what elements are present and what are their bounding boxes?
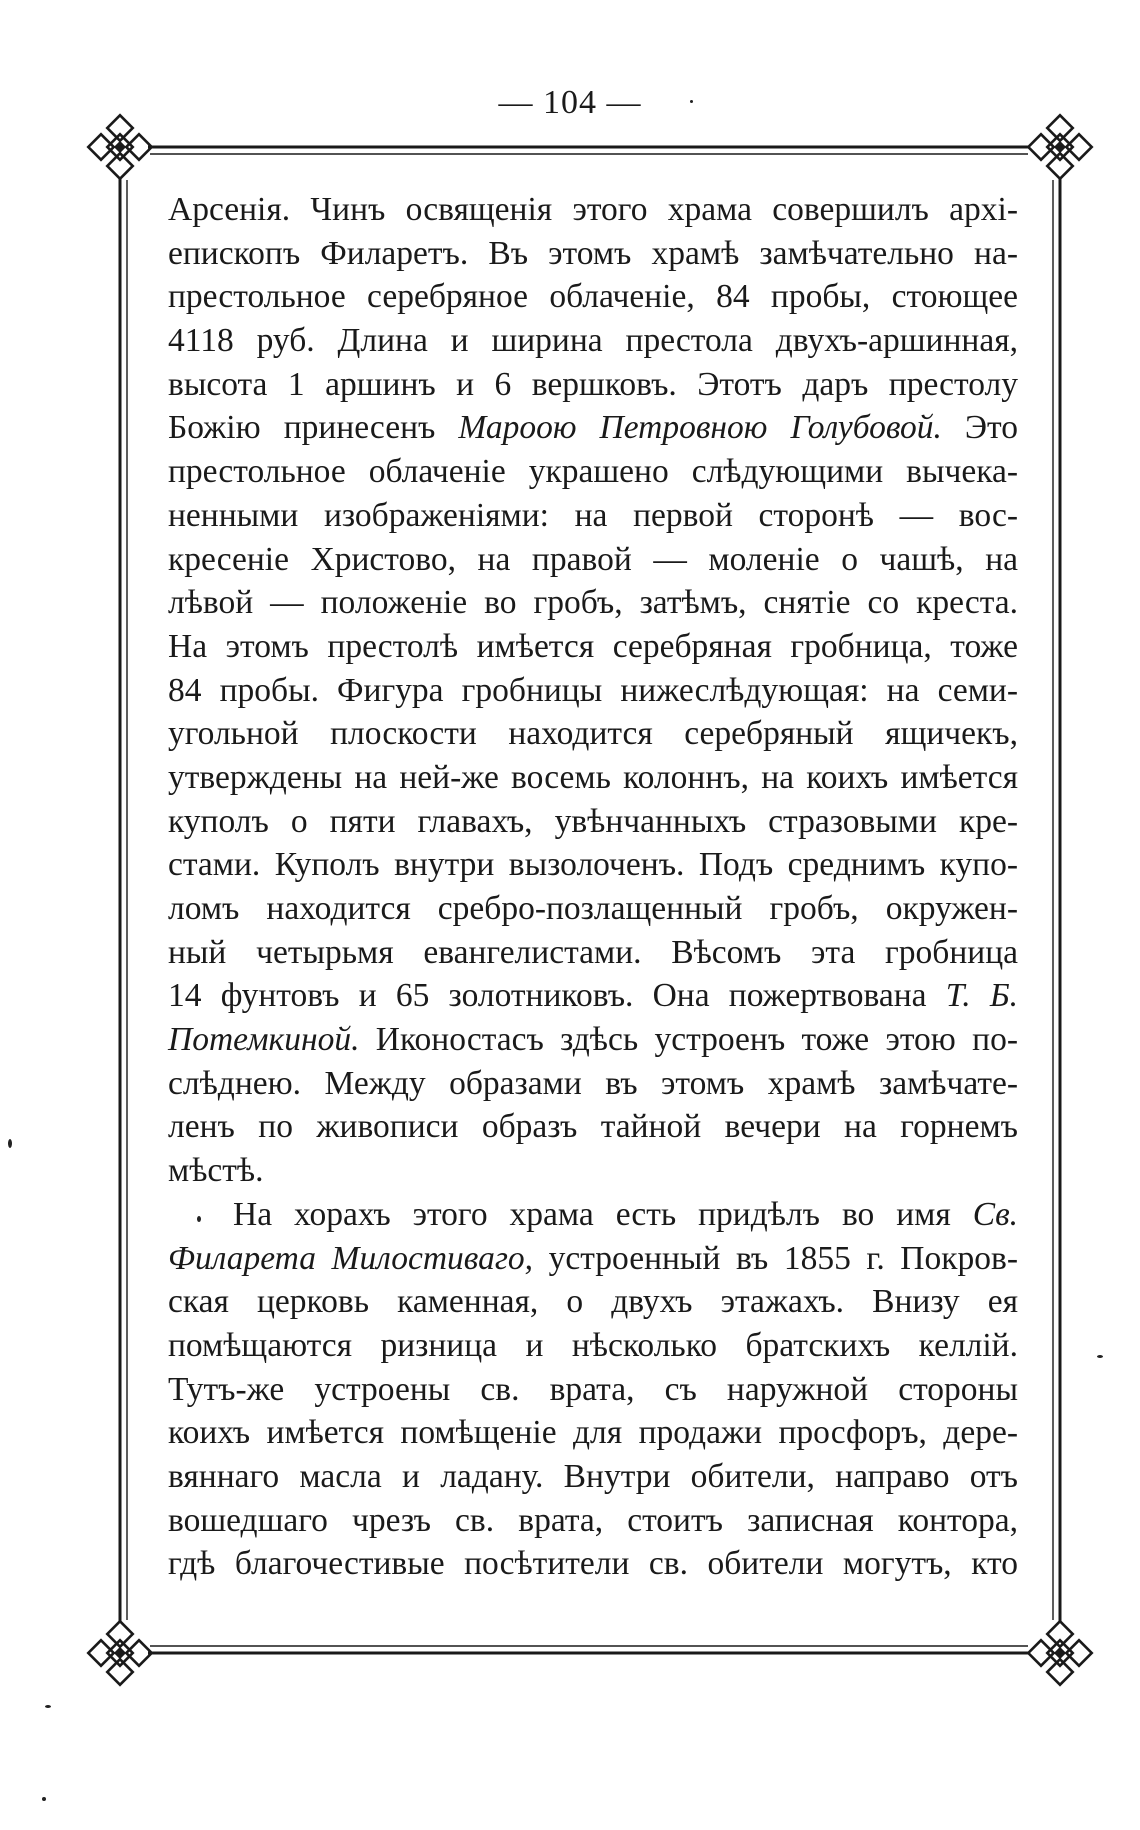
- text-segment: высота 1 аршинъ и 6 вершковъ. Этотъ даръ престолу: [168, 365, 1018, 403]
- text-segment: 84 пробы. Фигура гробницы нижеслѣдующая: на семи-: [168, 671, 1018, 709]
- text-line: [168, 1280, 1018, 1324]
- text-line: [168, 581, 1018, 625]
- scan-speck: [8, 1139, 12, 1148]
- text-line: [168, 1105, 1018, 1149]
- text-line: [168, 188, 1018, 232]
- text-line: [168, 712, 1018, 756]
- body-text: [168, 188, 1018, 1586]
- text-segment: престольное облаченіе украшено слѣдующими вычека-: [168, 453, 1018, 491]
- text-line: [168, 319, 1018, 363]
- text-segment: помѣщаются ризница и нѣсколько братскихъ келлій.: [168, 1326, 1018, 1364]
- text-segment: 4118 руб. Длина и ширина престола двухъ-аршинная,: [168, 322, 1018, 360]
- text-line: [168, 669, 1018, 713]
- italic-text: Потемкиной.: [168, 1021, 360, 1059]
- text-segment: вяннаго масла и ладану. Внутри обители, направо отъ: [168, 1457, 1018, 1495]
- text-line: [168, 974, 1018, 1018]
- text-segment: ный четырьмя евангелистами. Вѣсомъ эта гробница: [168, 933, 1018, 971]
- text-line: [168, 800, 1018, 844]
- text-line: [168, 406, 1018, 450]
- text-segment: престольное серебряное облаченіе, 84 пробы, стоющее: [168, 278, 1018, 316]
- text-segment: вошедшаго чрезъ св. врата, стоитъ записная контора,: [168, 1501, 1018, 1539]
- corner-ornament-bottom-left-icon: [88, 1621, 151, 1684]
- text-segment: кресеніе Христово, на правой — моленіе о чашѣ, на: [168, 540, 1018, 578]
- text-segment: 14 фунтовъ и 65 золотниковъ. Она пожертвована: [168, 977, 946, 1015]
- text-segment: На хорахъ этого храма есть придѣлъ во имя: [233, 1195, 973, 1233]
- text-segment: мѣстѣ.: [168, 1152, 264, 1190]
- text-segment: ненными изображеніями: на первой сторонѣ — вос-: [168, 496, 1018, 534]
- text-line: [168, 450, 1018, 494]
- text-segment: устроенный въ 1855 г. Покров-: [533, 1239, 1018, 1277]
- text-segment: куполъ о пяти главахъ, увѣнчанныхъ стразовыми кре-: [168, 802, 1018, 840]
- text-line: [168, 1542, 1018, 1586]
- page-number: — 104 —: [498, 84, 642, 121]
- text-segment: ломъ находится сребро-позлащенный гробъ, окружен-: [168, 890, 1018, 927]
- text-line: [168, 1368, 1018, 1412]
- text-line: [168, 1018, 1018, 1062]
- italic-text: Мароою Петровною Голубовой.: [458, 409, 942, 447]
- corner-ornament-top-right-icon: [1028, 115, 1091, 178]
- text-line: [168, 275, 1018, 319]
- text-segment: гдѣ благочестивые посѣтители св. обители могутъ, кто: [168, 1545, 1018, 1583]
- text-line: [168, 756, 1018, 800]
- scan-speck: [45, 1705, 51, 1708]
- text-segment: Арсенія. Чинъ освященія этого храма совершилъ архі-: [168, 191, 1018, 228]
- text-line: [168, 843, 1018, 887]
- text-line: [168, 1324, 1018, 1368]
- text-segment: ленъ по живописи образъ тайной вечери на горнемъ: [168, 1108, 1018, 1146]
- text-segment: Это: [941, 409, 1018, 447]
- italic-text: Т. Б.: [945, 977, 1018, 1015]
- text-segment: угольной плоскости находится серебряный ящичекъ,: [168, 715, 1018, 753]
- scan-speck: [42, 1797, 46, 1801]
- text-segment: епископъ Филаретъ. Въ этомъ храмѣ замѣчательно на-: [168, 234, 1018, 272]
- text-line: [168, 1062, 1018, 1106]
- text-line: [168, 232, 1018, 276]
- scan-speck: [1097, 1355, 1103, 1358]
- italic-text: Св.: [972, 1195, 1018, 1233]
- text-segment: Божію принесенъ: [168, 409, 459, 447]
- text-line: [168, 1455, 1018, 1499]
- text-line: [168, 1193, 1018, 1237]
- text-segment: стами. Куполъ внутри вызолоченъ. Подъ среднимъ купо-: [168, 846, 1018, 884]
- italic-text: Филарета Милостиваго,: [168, 1239, 534, 1277]
- text-line: [168, 1411, 1018, 1455]
- scan-speck: [690, 100, 693, 103]
- text-line: [168, 1149, 1018, 1193]
- text-segment: На этомъ престолѣ имѣется серебряная гробница, тоже: [168, 627, 1018, 665]
- text-segment: ская церковь каменная, о двухъ этажахъ. Внизу ея: [168, 1283, 1018, 1321]
- text-line: [168, 887, 1018, 931]
- text-segment: Тутъ-же устроены св. врата, съ наружной стороны: [168, 1370, 1018, 1408]
- text-line: [168, 931, 1018, 975]
- text-segment: Иконостасъ здѣсь устроенъ тоже этою по-: [359, 1021, 1018, 1059]
- corner-ornament-top-left-icon: [88, 115, 151, 178]
- text-line: [168, 494, 1018, 538]
- text-segment: лѣвой — положеніе во гробъ, затѣмъ, снятіе со креста.: [168, 584, 1018, 622]
- text-line: [168, 625, 1018, 669]
- text-line: [168, 538, 1018, 582]
- text-segment: коихъ имѣется помѣщеніе для продажи просфоръ, дере-: [168, 1414, 1018, 1452]
- text-line: [168, 363, 1018, 407]
- corner-ornament-bottom-right-icon: [1028, 1621, 1091, 1684]
- text-line: [168, 1499, 1018, 1543]
- text-segment: утверждены на ней-же восемь колоннъ, на коихъ имѣется: [168, 758, 1018, 796]
- text-segment: слѣднею. Между образами въ этомъ храмѣ замѣчате-: [168, 1064, 1018, 1102]
- text-line: [168, 1237, 1018, 1281]
